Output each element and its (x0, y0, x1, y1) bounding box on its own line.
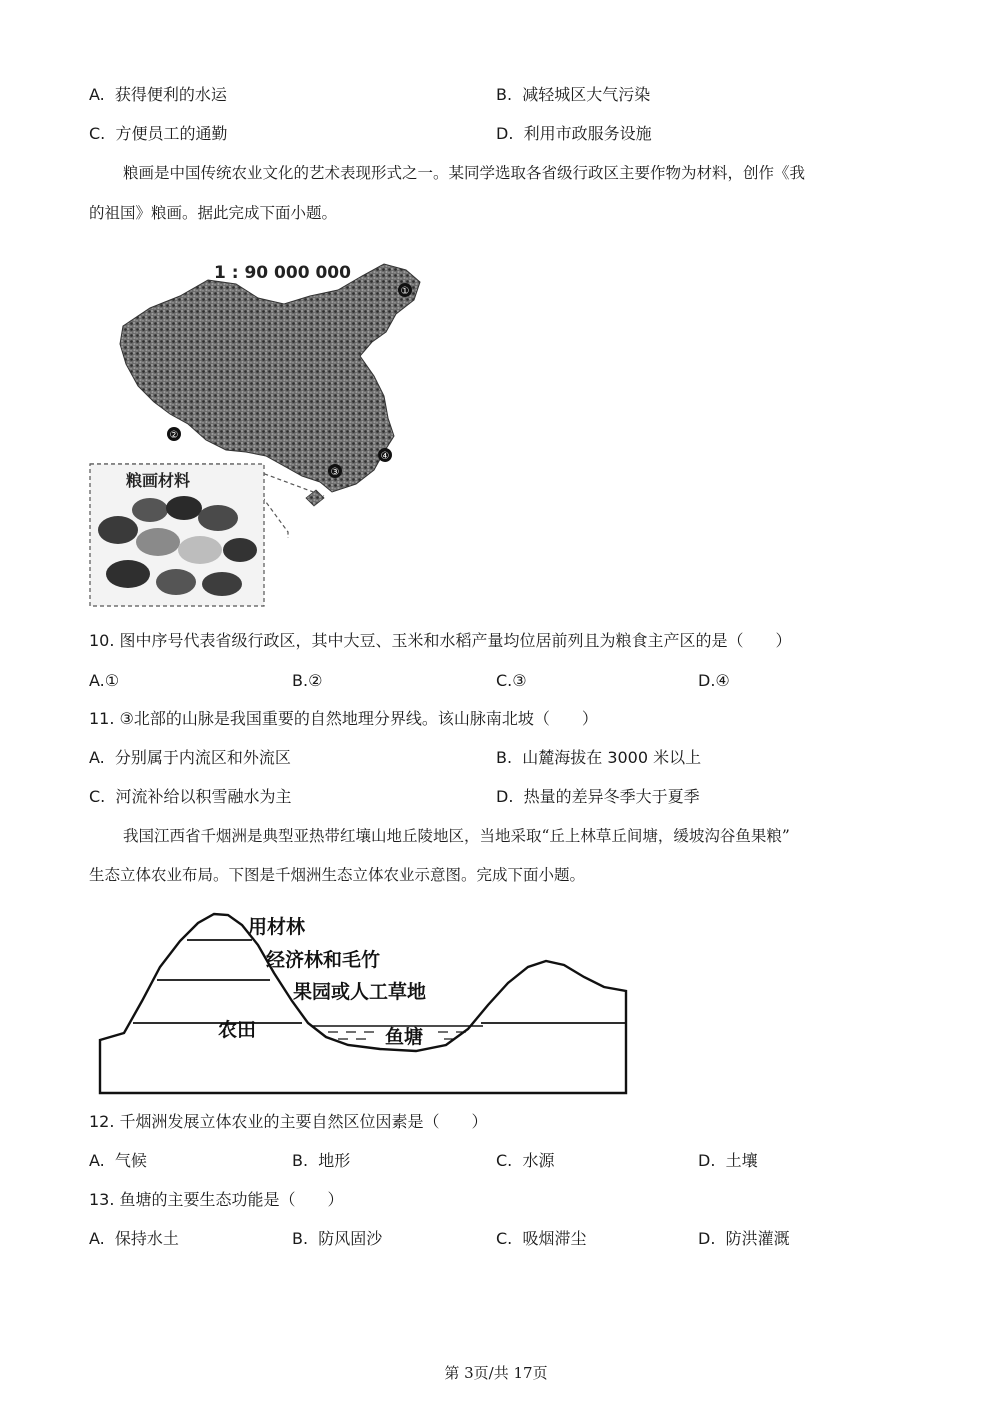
q9-option-c (89, 124, 227, 144)
option-text: 防风固沙 (318, 1229, 383, 1248)
option-text: 水源 (522, 1151, 555, 1170)
label-farmland: 农田 (218, 1019, 257, 1041)
option-text: ③ (512, 671, 527, 690)
option-label: B. (292, 1151, 309, 1170)
eco-agriculture-diagram (98, 905, 632, 1097)
q9-option-d (496, 124, 652, 144)
passage1-line1: 粮画是中国传统农业文化的艺术表现形式之一。某同学选取各省级行政区主要作物为材料，创作《我 (123, 164, 806, 182)
label-economic-forest: 经济林和毛竹 (266, 949, 381, 971)
option-label: D. (698, 1229, 716, 1248)
q11-option-c (89, 787, 291, 807)
grain-bowl (198, 505, 238, 531)
option-text: 保持水土 (114, 1229, 179, 1248)
q10-stem: 10. 图中序号代表省级行政区，其中大豆、玉米和水稻产量均位居前列且为粮食主产区的是（ ） (89, 631, 792, 650)
marker-label: ② (169, 430, 179, 441)
map-marker-3 (328, 464, 342, 478)
q12-option-a (89, 1151, 147, 1171)
q13-option-d (698, 1229, 790, 1249)
option-text: 河流补给以积雪融水为主 (115, 787, 292, 806)
option-text: 山麓海拔在 3000 米以上 (522, 748, 702, 767)
marker-label: ③ (330, 467, 340, 478)
q12-option-d (698, 1151, 758, 1171)
option-label: B. (496, 85, 513, 104)
q13-option-a (89, 1229, 179, 1249)
map-scale: 1 : 90 000 000 (214, 263, 351, 283)
grain-bowl (132, 498, 168, 522)
q11-stem: 11. ③北部的山脉是我国重要的自然地理分界线。该山脉南北坡（ ） (89, 709, 598, 728)
passage1-line2: 的祖国》粮画。据此完成下面小题。 (89, 204, 338, 222)
option-label: A. (89, 1229, 105, 1248)
grain-bowl (136, 528, 180, 556)
option-text: 获得便利的水运 (114, 85, 227, 104)
q13-option-c (496, 1229, 586, 1249)
option-text: 利用市政服务设施 (523, 124, 652, 143)
grain-material-inset (90, 464, 264, 606)
passage2-line1: 我国江西省千烟洲是典型亚热带红壤山地丘陵地区，当地采取“丘上林草丘间塘，缓坡沟谷鱼果粮” (123, 827, 790, 845)
option-text: ① (104, 671, 120, 690)
q11-option-b (496, 748, 701, 768)
q10-option-d (698, 671, 730, 691)
grain-bowl (223, 538, 257, 562)
q12-stem: 12. 千烟洲发展立体农业的主要自然区位因素是（ ） (89, 1112, 488, 1131)
grain-bowl (178, 536, 222, 564)
option-text: ④ (715, 671, 730, 690)
option-label: B. (292, 671, 309, 690)
option-text: 气候 (114, 1151, 147, 1170)
q11-option-d (496, 787, 700, 807)
q11-option-a (89, 748, 291, 768)
option-label: A. (89, 671, 105, 690)
option-text: 分别属于内流区和外流区 (114, 748, 291, 767)
grain-map-figure (88, 238, 433, 610)
q10-option-a (89, 671, 119, 691)
grain-bowl (98, 516, 138, 544)
option-text: 土壤 (725, 1151, 758, 1170)
q12-option-c (496, 1151, 554, 1171)
option-text: 减轻城区大气污染 (522, 85, 651, 104)
q13-option-b (292, 1229, 382, 1249)
option-label: C. (89, 124, 106, 143)
q10-option-c (496, 671, 527, 691)
grain-bowl (156, 569, 196, 595)
map-marker-2 (167, 427, 181, 441)
option-label: D. (496, 787, 514, 806)
label-timber-forest: 用材林 (248, 916, 306, 938)
option-label: C. (496, 671, 513, 690)
option-text: 吸烟滞尘 (522, 1229, 587, 1248)
label-orchard-grassland: 果园或人工草地 (293, 981, 427, 1003)
option-label: C. (496, 1151, 513, 1170)
option-label: A. (89, 1151, 105, 1170)
option-text: 方便员工的通勤 (115, 124, 228, 143)
option-label: B. (292, 1229, 309, 1248)
option-label: C. (496, 1229, 513, 1248)
option-label: D. (496, 124, 514, 143)
option-label: B. (496, 748, 513, 767)
option-label: D. (698, 671, 716, 690)
marker-label: ④ (380, 451, 390, 462)
map-marker-1 (398, 283, 412, 297)
grain-bowl (202, 572, 242, 596)
q9-option-a (89, 85, 227, 105)
option-text: ② (308, 671, 323, 690)
q9-option-b (496, 85, 650, 105)
inset-title: 粮画材料 (126, 471, 191, 490)
q13-stem: 13. 鱼塘的主要生态功能是（ ） (89, 1190, 344, 1209)
q10-option-b (292, 671, 322, 691)
grain-bowl (166, 496, 202, 520)
passage2-line2: 生态立体农业布局。下图是千烟洲生态立体农业示意图。完成下面小题。 (89, 866, 586, 884)
marker-label: ① (400, 286, 410, 297)
q12-option-b (292, 1151, 350, 1171)
option-label: D. (698, 1151, 716, 1170)
map-marker-4 (378, 448, 392, 462)
page-number: 第 3页/共 17页 (444, 1364, 548, 1382)
option-text: 防洪灌溉 (725, 1229, 790, 1248)
label-fish-pond: 鱼塘 (385, 1026, 424, 1048)
grain-bowl (106, 560, 150, 588)
option-text: 地形 (318, 1151, 351, 1170)
option-text: 热量的差异冬季大于夏季 (523, 787, 700, 806)
option-label: A. (89, 85, 105, 104)
option-label: C. (89, 787, 106, 806)
option-label: A. (89, 748, 105, 767)
terrain-profile (100, 914, 626, 1093)
